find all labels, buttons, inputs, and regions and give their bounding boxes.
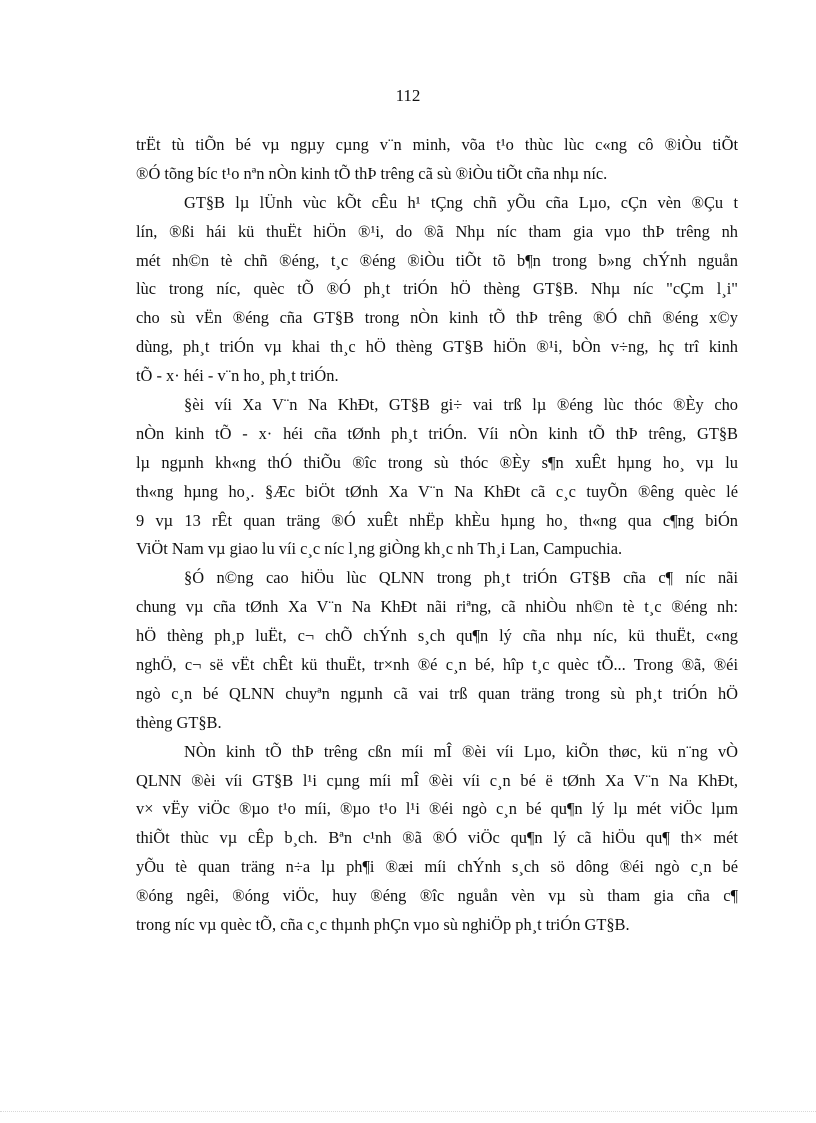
body-text: [136, 131, 738, 940]
text-line: mét nh©n tè chñ ®éng, t¸c ®éng ®iÒu tiÕt tõ b¶n trong b»ng chÝnh nguån: [136, 250, 738, 270]
text-line: ®Ó tõng bíc t¹o nªn nÒn kinh tÕ thÞ trêng cã sù ®iÒu tiÕt cña nhµ níc.: [136, 163, 608, 183]
text-line: thèng GT§B.: [136, 712, 222, 732]
text-line: thiÕt thùc vµ cÊp b¸ch. Bªn c¹nh ®ã ®Ó viÖc qu¶n lý cã hiÖu qu¶ th× mét: [136, 828, 738, 848]
text-line: trËt tù tiÕn bé vµ ngµy cµng v¨n minh, võa t¹o thùc lùc c«ng cô ®iÒu tiÕt: [136, 135, 738, 154]
text-line: lµ ngµnh kh«ng thÓ thiÕu ®îc trong sù thóc ®Èy s¶n xuÊt hµng ho¸ vµ lu: [136, 452, 738, 472]
page-number: 112: [395, 86, 421, 105]
text-line: tÕ - x· héi - v¨n ho¸ ph¸t triÓn.: [136, 366, 339, 386]
text-line: trong níc vµ quèc tÕ, cña c¸c thµnh phÇn vµo sù nghiÖp ph¸t triÓn GT§B.: [136, 915, 630, 935]
text-line: QLNN ®èi víi GT§B l¹i cµng míi mÎ ®èi víi c¸n bé ë tØnh Xa V¨n Na KhÐt,: [136, 770, 738, 790]
text-line: chung vµ cña tØnh Xa V¨n Na KhÐt nãi riªng, cã nhiÒu nh©n tè t¸c ®éng nh:: [136, 597, 738, 617]
text-line: cho sù vËn ®éng cña GT§B trong nÒn kinh tÕ thÞ trêng ®Ó chñ ®éng x©y: [136, 308, 738, 328]
text-line: lùc trong níc, quèc tÕ ®Ó ph¸t triÓn hÖ thèng GT§B. Nhµ níc "cÇm l¸i": [136, 279, 738, 299]
text-line: dùng, ph¸t triÓn vµ khai th¸c hÖ thèng GT§B hiÖn ®¹i, bÒn v÷ng, hç trî kinh: [136, 337, 738, 357]
text-line: GT§B lµ lÜnh vùc kÕt cÊu h¹ tÇng chñ yÕu cña Lµo, cÇn vèn ®Çu t: [184, 192, 738, 212]
text-line: NÒn kinh tÕ thÞ trêng cßn míi mÎ ®èi víi Lµo, kiÕn thøc, kü n¨ng vÒ: [184, 741, 738, 761]
text-line: ngò c¸n bé QLNN chuyªn ngµnh cã vai trß quan träng trong sù ph¸t triÓn hÖ: [136, 683, 738, 703]
text-line: nghÖ, c¬ së vËt chÊt kü thuËt, tr×nh ®é c¸n bé, hîp t¸c quèc tÕ... Trong ®ã, ®éi: [136, 655, 738, 675]
text-line: 9 vµ 13 rÊt quan träng ®Ó xuÊt nhËp khÈu hµng ho¸ th«ng qua c¶ng biÓn: [136, 510, 738, 530]
page-bottom-divider: [0, 1111, 816, 1112]
text-line: v× vËy viÖc ®µo t¹o míi, ®µo t¹o l¹i ®éi ngò c¸n bé qu¶n lý lµ mét viÖc lµm: [136, 799, 738, 819]
text-line: nÒn kinh tÕ - x· héi cña tØnh ph¸t triÓn. Víi nÒn kinh tÕ thÞ trêng, GT§B: [136, 423, 738, 443]
text-line: §èi víi Xa V¨n Na KhÐt, GT§B gi÷ vai trß lµ ®éng lùc thóc ®Èy cho: [184, 395, 738, 415]
text-line: hÖ thèng ph¸p luËt, c¬ chÕ chÝnh s¸ch qu¶n lý cña nhµ níc, kü thuËt, c«ng: [136, 626, 738, 646]
text-line: §Ó n©ng cao hiÖu lùc QLNN trong ph¸t triÓn GT§B cña c¶ níc nãi: [184, 568, 738, 588]
text-line: lín, ®ßi hái kü thuËt hiÖn ®¹i, do ®ã Nhµ níc tham gia vµo thÞ trêng nh: [136, 221, 738, 241]
text-line: ViÖt Nam vµ giao lu víi c¸c níc l¸ng giÒng kh¸c nh Th¸i Lan, Campuchia.: [136, 539, 623, 559]
text-line: th«ng hµng ho¸. §Æc biÖt tØnh Xa V¨n Na KhÐt cã c¸c tuyÕn ®êng quèc lé: [136, 481, 738, 501]
text-line: ®óng ngêi, ®óng viÖc, huy ®éng ®îc nguån vèn vµ sù tham gia cña c¶: [136, 886, 738, 906]
text-line: yÕu tè quan träng n÷a lµ ph¶i ®æi míi chÝnh s¸ch sö dông ®éi ngò c¸n bé: [136, 857, 738, 877]
